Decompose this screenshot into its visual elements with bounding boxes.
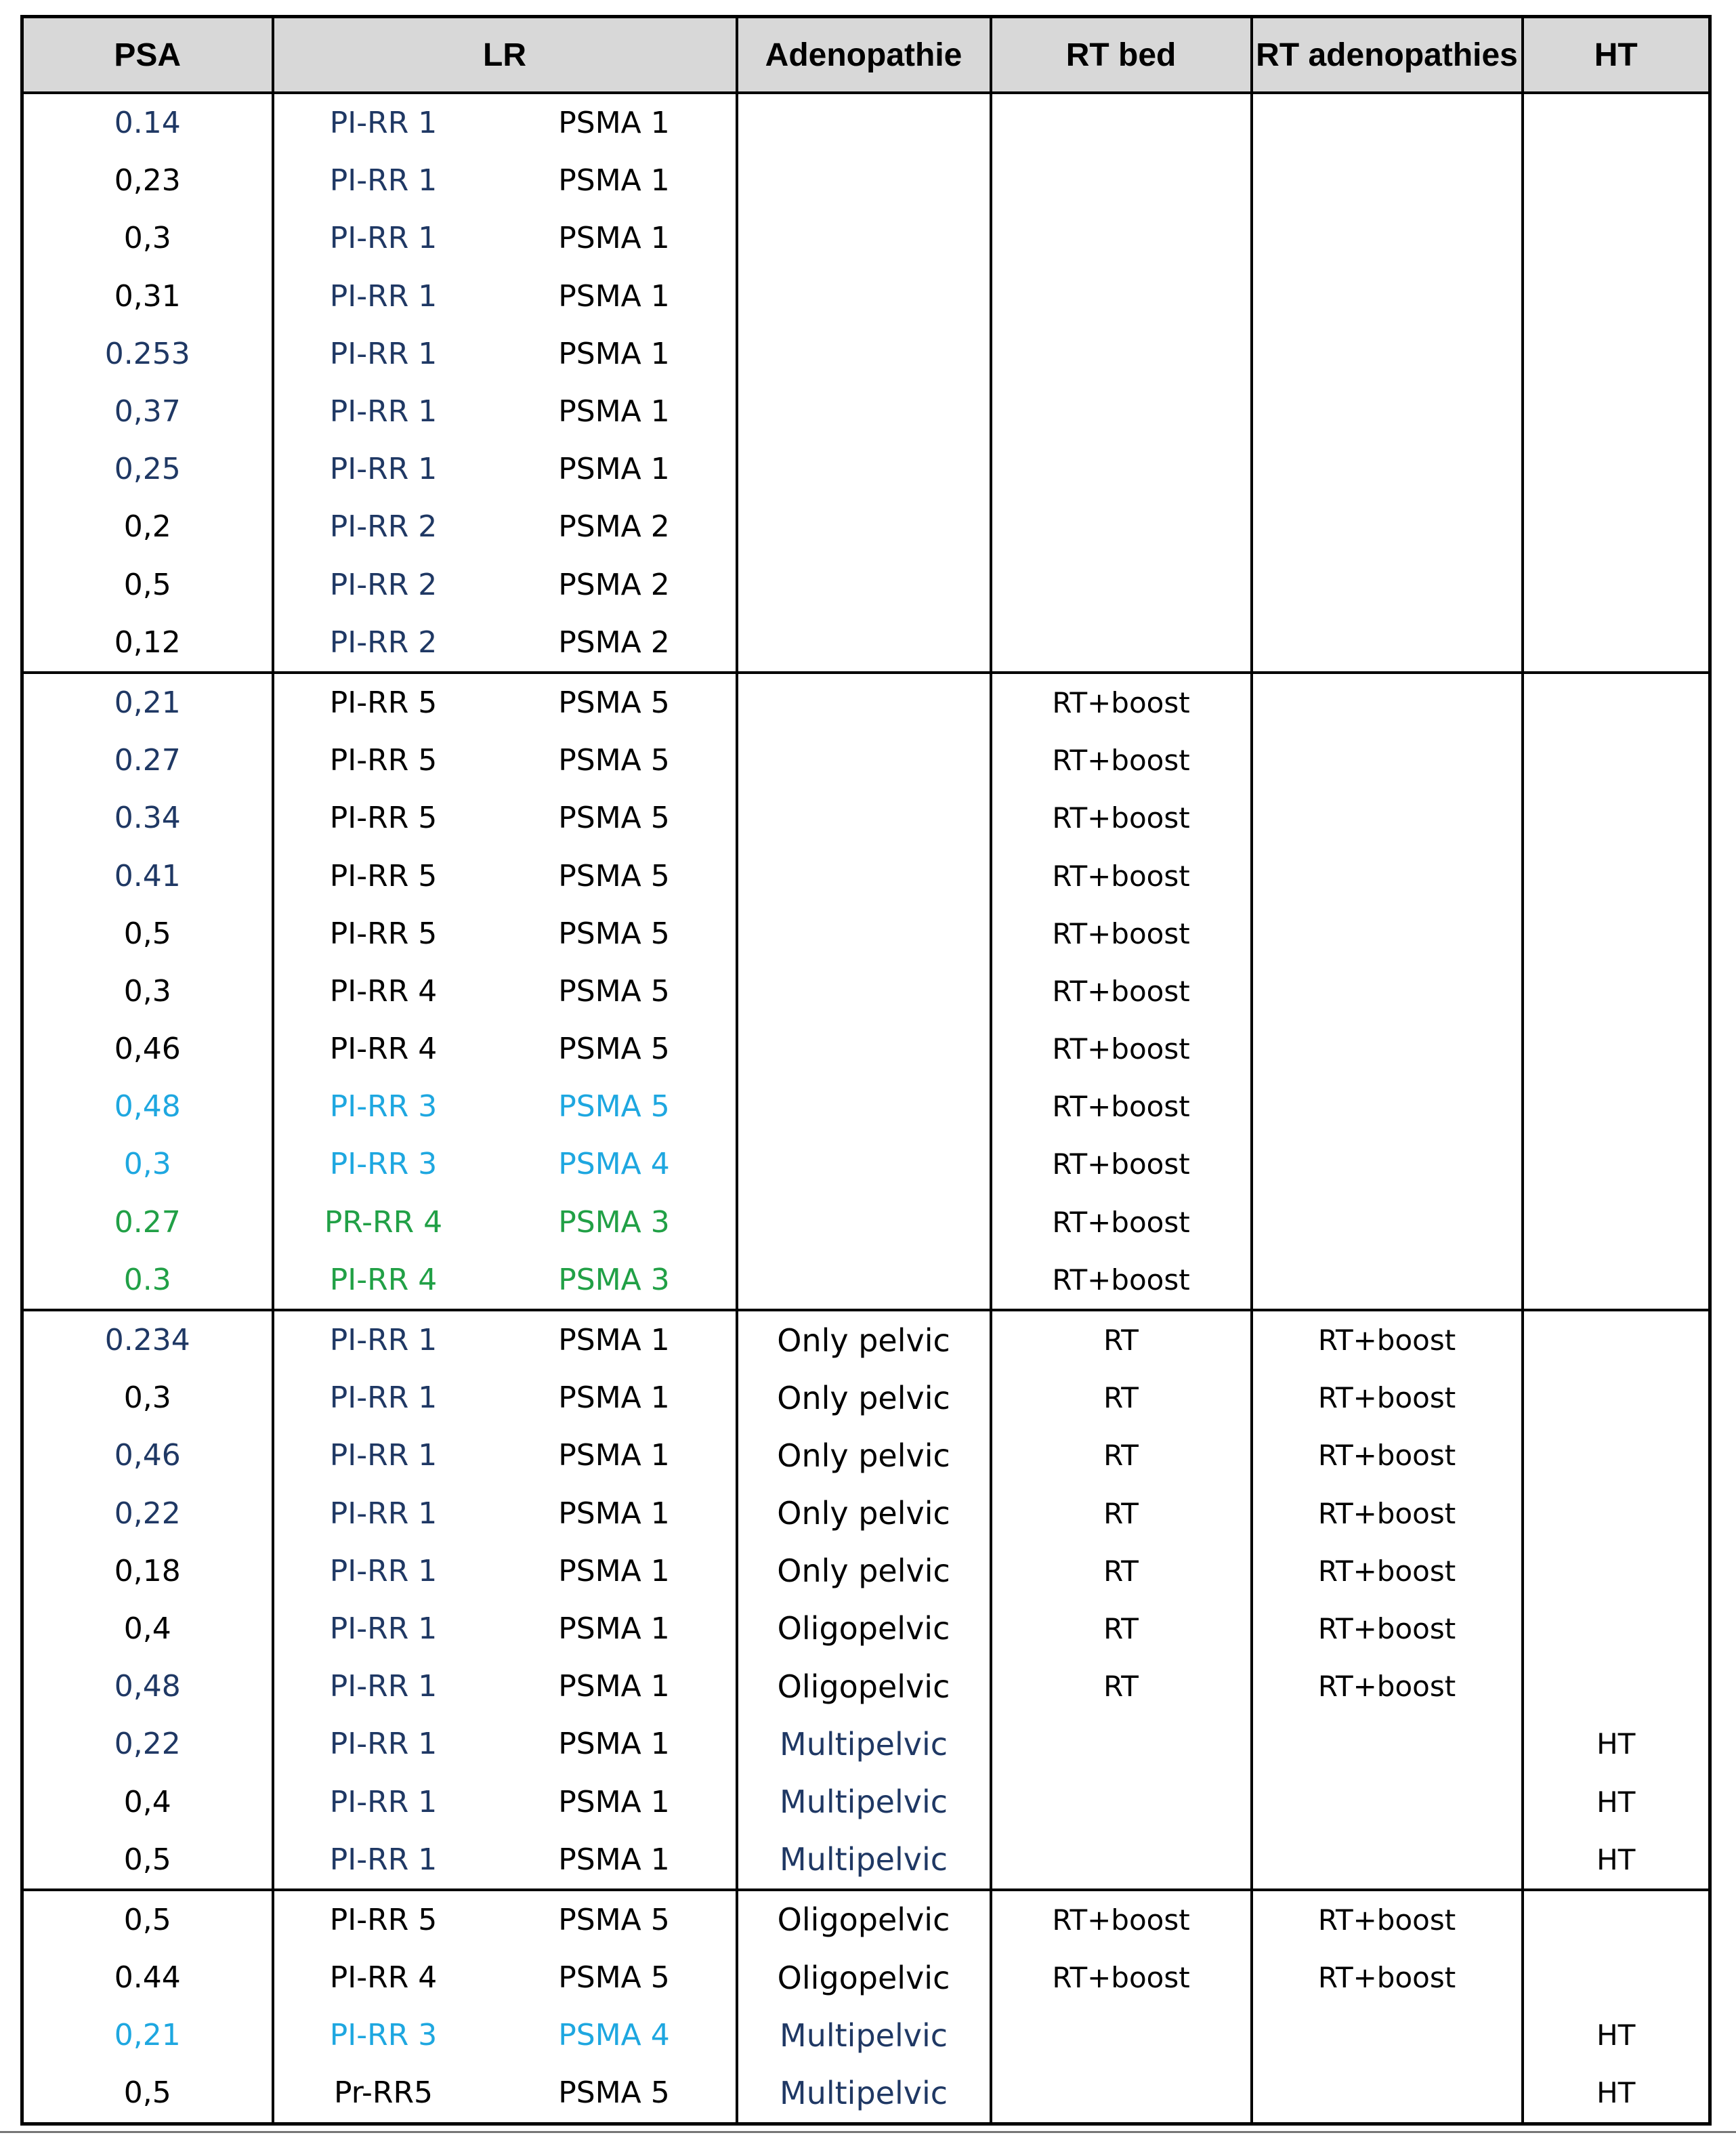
cell-ht xyxy=(1523,152,1710,209)
cell-rt-adenopathies xyxy=(1252,498,1523,555)
cell-psa: 0,46 xyxy=(22,1427,273,1484)
header-rt-bed: RT bed xyxy=(991,17,1252,93)
cell-adenopathie: Oligopelvic xyxy=(737,1949,991,2006)
cell-rt-bed xyxy=(991,2006,1252,2064)
cell-psa: 0.253 xyxy=(22,325,273,383)
cell-adenopathie: Only pelvic xyxy=(737,1485,991,1542)
cell-psma: PSMA 5 xyxy=(493,847,737,904)
cell-rt-adenopathies: RT+boost xyxy=(1252,1600,1523,1658)
cell-pirr: PI-RR 3 xyxy=(273,2006,493,2064)
cell-ht xyxy=(1523,789,1710,847)
cell-ht xyxy=(1523,1542,1710,1600)
cell-psma: PSMA 3 xyxy=(493,1251,737,1310)
cell-adenopathie xyxy=(737,93,991,152)
cell-ht xyxy=(1523,1890,1710,1949)
cell-psa: 0.14 xyxy=(22,93,273,152)
cell-psma: PSMA 5 xyxy=(493,1078,737,1135)
cell-rt-adenopathies xyxy=(1252,905,1523,963)
header-psa: PSA xyxy=(22,17,273,93)
cell-psma: PSMA 5 xyxy=(493,789,737,847)
cell-psma: PSMA 1 xyxy=(493,1542,737,1600)
cell-rt-adenopathies xyxy=(1252,209,1523,267)
cell-ht xyxy=(1523,1078,1710,1135)
cell-psma: PSMA 1 xyxy=(493,325,737,383)
cell-rt-adenopathies xyxy=(1252,2006,1523,2064)
cell-pirr: PI-RR 1 xyxy=(273,325,493,383)
cell-rt-bed: RT+boost xyxy=(991,673,1252,732)
cell-psa: 0,3 xyxy=(22,209,273,267)
cell-ht xyxy=(1523,1658,1710,1715)
cell-psa: 0,37 xyxy=(22,383,273,440)
cell-psma: PSMA 5 xyxy=(493,1949,737,2006)
cell-adenopathie: Multipelvic xyxy=(737,1773,991,1830)
cell-rt-bed xyxy=(991,614,1252,673)
cell-pirr: PI-RR 1 xyxy=(273,1542,493,1600)
cell-pirr: PI-RR 1 xyxy=(273,1715,493,1773)
cell-ht xyxy=(1523,498,1710,555)
cell-adenopathie xyxy=(737,498,991,555)
header-rt-adenopathies: RT adenopathies xyxy=(1252,17,1523,93)
table-row xyxy=(22,673,1710,732)
cell-ht xyxy=(1523,1135,1710,1193)
cell-pirr: PI-RR 1 xyxy=(273,152,493,209)
cell-ht xyxy=(1523,209,1710,267)
cell-adenopathie xyxy=(737,673,991,732)
header-adenopathie: Adenopathie xyxy=(737,17,991,93)
cell-ht: HT xyxy=(1523,1831,1710,1890)
cell-rt-bed: RT+boost xyxy=(991,905,1252,963)
cell-psa: 0,48 xyxy=(22,1658,273,1715)
cell-rt-adenopathies xyxy=(1252,1020,1523,1078)
cell-pirr: PI-RR 4 xyxy=(273,1949,493,2006)
cell-rt-bed xyxy=(991,1831,1252,1890)
cell-ht: HT xyxy=(1523,2064,1710,2124)
cell-psa: 0,18 xyxy=(22,1542,273,1600)
cell-rt-bed: RT xyxy=(991,1427,1252,1484)
cell-psma: PSMA 4 xyxy=(493,1135,737,1193)
cell-psa: 0.234 xyxy=(22,1310,273,1369)
cell-psa: 0,22 xyxy=(22,1715,273,1773)
cell-rt-adenopathies xyxy=(1252,383,1523,440)
header-ht: HT xyxy=(1523,17,1710,93)
cell-rt-adenopathies: RT+boost xyxy=(1252,1485,1523,1542)
cell-rt-bed xyxy=(991,383,1252,440)
cell-adenopathie xyxy=(737,789,991,847)
cell-psma: PSMA 1 xyxy=(493,1600,737,1658)
cell-rt-bed: RT+boost xyxy=(991,1135,1252,1193)
cell-psma: PSMA 5 xyxy=(493,1890,737,1949)
cell-pirr: PI-RR 2 xyxy=(273,614,493,673)
cell-adenopathie xyxy=(737,1020,991,1078)
cell-rt-bed: RT xyxy=(991,1369,1252,1427)
bottom-rule xyxy=(0,2131,1736,2133)
cell-adenopathie xyxy=(737,847,991,904)
cell-adenopathie xyxy=(737,209,991,267)
cell-rt-bed: RT+boost xyxy=(991,789,1252,847)
cell-adenopathie xyxy=(737,963,991,1020)
cell-pirr: PI-RR 1 xyxy=(273,1773,493,1830)
cell-psma: PSMA 2 xyxy=(493,556,737,614)
table-row xyxy=(22,1600,1710,1658)
cell-ht xyxy=(1523,325,1710,383)
table-row xyxy=(22,1773,1710,1830)
cell-rt-adenopathies xyxy=(1252,1251,1523,1310)
cell-pirr: PI-RR 1 xyxy=(273,1369,493,1427)
table-row xyxy=(22,440,1710,498)
cell-rt-bed xyxy=(991,440,1252,498)
cell-rt-bed: RT+boost xyxy=(991,1251,1252,1310)
cell-psma: PSMA 1 xyxy=(493,152,737,209)
cell-rt-bed xyxy=(991,498,1252,555)
cell-pirr: PI-RR 4 xyxy=(273,1020,493,1078)
cell-rt-bed xyxy=(991,2064,1252,2124)
cell-psma: PSMA 1 xyxy=(493,1658,737,1715)
cell-rt-adenopathies xyxy=(1252,732,1523,789)
cell-rt-adenopathies: RT+boost xyxy=(1252,1427,1523,1484)
cell-psma: PSMA 1 xyxy=(493,268,737,325)
cell-psa: 0,3 xyxy=(22,1135,273,1193)
cell-psma: PSMA 2 xyxy=(493,498,737,555)
cell-pirr: PI-RR 4 xyxy=(273,1251,493,1310)
cell-ht xyxy=(1523,1251,1710,1310)
cell-ht xyxy=(1523,440,1710,498)
cell-ht xyxy=(1523,673,1710,732)
cell-adenopathie xyxy=(737,383,991,440)
cell-pirr: PI-RR 2 xyxy=(273,556,493,614)
cell-adenopathie: Oligopelvic xyxy=(737,1658,991,1715)
cell-rt-adenopathies xyxy=(1252,614,1523,673)
cell-rt-bed xyxy=(991,152,1252,209)
cell-pirr: PI-RR 5 xyxy=(273,732,493,789)
cell-ht xyxy=(1523,93,1710,152)
cell-psa: 0.41 xyxy=(22,847,273,904)
cell-rt-adenopathies xyxy=(1252,673,1523,732)
cell-psa: 0,48 xyxy=(22,1078,273,1135)
cell-psa: 0,22 xyxy=(22,1485,273,1542)
cell-adenopathie xyxy=(737,1194,991,1251)
cell-rt-bed: RT+boost xyxy=(991,732,1252,789)
cell-psa: 0,5 xyxy=(22,905,273,963)
cell-psa: 0,31 xyxy=(22,268,273,325)
table-row xyxy=(22,1310,1710,1369)
cell-psa: 0,46 xyxy=(22,1020,273,1078)
cell-rt-adenopathies xyxy=(1252,556,1523,614)
cell-ht xyxy=(1523,732,1710,789)
cell-psa: 0,3 xyxy=(22,1369,273,1427)
table-row xyxy=(22,1831,1710,1890)
cell-pirr: PR-RR 4 xyxy=(273,1194,493,1251)
header-lr: LR xyxy=(273,17,737,93)
cell-rt-bed: RT xyxy=(991,1542,1252,1600)
data-table xyxy=(20,15,1712,2126)
cell-psa: 0,5 xyxy=(22,2064,273,2124)
cell-pirr: PI-RR 5 xyxy=(273,847,493,904)
cell-rt-adenopathies: RT+boost xyxy=(1252,1890,1523,1949)
cell-ht xyxy=(1523,1949,1710,2006)
cell-ht xyxy=(1523,1020,1710,1078)
cell-ht xyxy=(1523,614,1710,673)
table-row xyxy=(22,93,1710,152)
table-row xyxy=(22,847,1710,904)
table-row xyxy=(22,1251,1710,1310)
table-row xyxy=(22,1135,1710,1193)
header-row xyxy=(22,17,1710,93)
cell-psa: 0,5 xyxy=(22,556,273,614)
cell-rt-adenopathies: RT+boost xyxy=(1252,1310,1523,1369)
cell-pirr: PI-RR 1 xyxy=(273,1485,493,1542)
table-row xyxy=(22,1078,1710,1135)
cell-rt-bed: RT+boost xyxy=(991,1078,1252,1135)
cell-adenopathie xyxy=(737,268,991,325)
cell-rt-bed: RT+boost xyxy=(991,1020,1252,1078)
cell-psa: 0,5 xyxy=(22,1831,273,1890)
cell-psa: 0,3 xyxy=(22,963,273,1020)
cell-psma: PSMA 5 xyxy=(493,1020,737,1078)
cell-psa: 0.34 xyxy=(22,789,273,847)
cell-adenopathie xyxy=(737,1251,991,1310)
cell-adenopathie: Only pelvic xyxy=(737,1310,991,1369)
cell-rt-bed xyxy=(991,556,1252,614)
cell-ht xyxy=(1523,905,1710,963)
cell-psma: PSMA 1 xyxy=(493,440,737,498)
cell-rt-adenopathies xyxy=(1252,1194,1523,1251)
table-row xyxy=(22,789,1710,847)
cell-pirr: PI-RR 1 xyxy=(273,1658,493,1715)
cell-psma: PSMA 5 xyxy=(493,673,737,732)
cell-pirr: PI-RR 5 xyxy=(273,905,493,963)
cell-rt-bed: RT+boost xyxy=(991,1194,1252,1251)
cell-rt-adenopathies xyxy=(1252,789,1523,847)
cell-psma: PSMA 1 xyxy=(493,1715,737,1773)
cell-adenopathie xyxy=(737,1135,991,1193)
cell-pirr: PI-RR 1 xyxy=(273,93,493,152)
cell-psma: PSMA 5 xyxy=(493,732,737,789)
table-row xyxy=(22,1485,1710,1542)
table-row xyxy=(22,732,1710,789)
cell-rt-bed: RT xyxy=(991,1658,1252,1715)
cell-psa: 0.27 xyxy=(22,732,273,789)
table-row xyxy=(22,1427,1710,1484)
cell-ht xyxy=(1523,556,1710,614)
cell-psa: 0.3 xyxy=(22,1251,273,1310)
cell-ht: HT xyxy=(1523,1715,1710,1773)
cell-psma: PSMA 1 xyxy=(493,1427,737,1484)
cell-pirr: PI-RR 5 xyxy=(273,789,493,847)
cell-adenopathie: Multipelvic xyxy=(737,1715,991,1773)
table-row xyxy=(22,1658,1710,1715)
cell-ht xyxy=(1523,268,1710,325)
cell-adenopathie xyxy=(737,325,991,383)
cell-psma: PSMA 3 xyxy=(493,1194,737,1251)
cell-rt-adenopathies: RT+boost xyxy=(1252,1369,1523,1427)
cell-ht xyxy=(1523,1194,1710,1251)
cell-psma: PSMA 2 xyxy=(493,614,737,673)
table-body xyxy=(22,93,1710,2124)
table-row xyxy=(22,1890,1710,1949)
cell-rt-adenopathies xyxy=(1252,1715,1523,1773)
cell-adenopathie: Oligopelvic xyxy=(737,1890,991,1949)
cell-psa: 0.44 xyxy=(22,1949,273,2006)
cell-psa: 0.27 xyxy=(22,1194,273,1251)
cell-adenopathie: Only pelvic xyxy=(737,1542,991,1600)
cell-psa: 0,21 xyxy=(22,673,273,732)
table-row xyxy=(22,1369,1710,1427)
cell-psa: 0,2 xyxy=(22,498,273,555)
cell-adenopathie xyxy=(737,732,991,789)
cell-psa: 0,21 xyxy=(22,2006,273,2064)
cell-rt-adenopathies xyxy=(1252,963,1523,1020)
cell-ht xyxy=(1523,1369,1710,1427)
cell-rt-adenopathies xyxy=(1252,2064,1523,2124)
cell-psa: 0,12 xyxy=(22,614,273,673)
cell-adenopathie xyxy=(737,614,991,673)
cell-pirr: PI-RR 3 xyxy=(273,1078,493,1135)
cell-rt-adenopathies xyxy=(1252,268,1523,325)
cell-psma: PSMA 4 xyxy=(493,2006,737,2064)
cell-psma: PSMA 1 xyxy=(493,1831,737,1890)
table-row xyxy=(22,268,1710,325)
table-row xyxy=(22,556,1710,614)
cell-psma: PSMA 5 xyxy=(493,963,737,1020)
cell-adenopathie: Multipelvic xyxy=(737,2064,991,2124)
cell-rt-adenopathies: RT+boost xyxy=(1252,1949,1523,2006)
cell-rt-adenopathies xyxy=(1252,152,1523,209)
cell-rt-adenopathies xyxy=(1252,325,1523,383)
cell-pirr: PI-RR 1 xyxy=(273,1427,493,1484)
cell-rt-bed: RT+boost xyxy=(991,847,1252,904)
cell-rt-adenopathies xyxy=(1252,93,1523,152)
cell-ht xyxy=(1523,847,1710,904)
cell-pirr: PI-RR 5 xyxy=(273,673,493,732)
cell-ht xyxy=(1523,383,1710,440)
table-row xyxy=(22,1194,1710,1251)
cell-rt-adenopathies: RT+boost xyxy=(1252,1658,1523,1715)
cell-adenopathie xyxy=(737,440,991,498)
cell-psma: PSMA 1 xyxy=(493,1773,737,1830)
cell-pirr: PI-RR 4 xyxy=(273,963,493,1020)
table-row xyxy=(22,905,1710,963)
cell-pirr: PI-RR 1 xyxy=(273,383,493,440)
table-row xyxy=(22,1542,1710,1600)
cell-adenopathie: Multipelvic xyxy=(737,2006,991,2064)
cell-rt-bed xyxy=(991,93,1252,152)
cell-psa: 0,23 xyxy=(22,152,273,209)
cell-psma: PSMA 1 xyxy=(493,1310,737,1369)
cell-adenopathie xyxy=(737,556,991,614)
cell-psa: 0,25 xyxy=(22,440,273,498)
table-row xyxy=(22,152,1710,209)
cell-rt-bed xyxy=(991,325,1252,383)
cell-rt-adenopathies xyxy=(1252,440,1523,498)
cell-pirr: PI-RR 1 xyxy=(273,1600,493,1658)
cell-ht: HT xyxy=(1523,1773,1710,1830)
cell-rt-bed xyxy=(991,209,1252,267)
table-row xyxy=(22,1949,1710,2006)
cell-adenopathie: Only pelvic xyxy=(737,1427,991,1484)
cell-psa: 0,4 xyxy=(22,1773,273,1830)
cell-psma: PSMA 5 xyxy=(493,2064,737,2124)
cell-ht xyxy=(1523,1310,1710,1369)
cell-pirr: PI-RR 1 xyxy=(273,268,493,325)
cell-pirr: Pr-RR5 xyxy=(273,2064,493,2124)
cell-pirr: PI-RR 5 xyxy=(273,1890,493,1949)
cell-ht xyxy=(1523,1485,1710,1542)
cell-rt-bed: RT+boost xyxy=(991,1949,1252,2006)
cell-rt-bed: RT+boost xyxy=(991,963,1252,1020)
cell-adenopathie: Only pelvic xyxy=(737,1369,991,1427)
table-row xyxy=(22,1715,1710,1773)
cell-psa: 0,4 xyxy=(22,1600,273,1658)
cell-rt-adenopathies xyxy=(1252,1078,1523,1135)
table-row xyxy=(22,1020,1710,1078)
cell-ht: HT xyxy=(1523,2006,1710,2064)
table-row xyxy=(22,2064,1710,2124)
cell-rt-bed xyxy=(991,268,1252,325)
cell-rt-adenopathies xyxy=(1252,847,1523,904)
table-row xyxy=(22,325,1710,383)
cell-pirr: PI-RR 1 xyxy=(273,1310,493,1369)
table-row xyxy=(22,498,1710,555)
cell-rt-adenopathies xyxy=(1252,1135,1523,1193)
cell-rt-adenopathies xyxy=(1252,1831,1523,1890)
cell-rt-adenopathies xyxy=(1252,1773,1523,1830)
table-row xyxy=(22,209,1710,267)
cell-psa: 0,5 xyxy=(22,1890,273,1949)
cell-rt-bed: RT+boost xyxy=(991,1890,1252,1949)
cell-psma: PSMA 1 xyxy=(493,93,737,152)
cell-ht xyxy=(1523,963,1710,1020)
cell-pirr: PI-RR 2 xyxy=(273,498,493,555)
cell-psma: PSMA 5 xyxy=(493,905,737,963)
cell-adenopathie xyxy=(737,1078,991,1135)
cell-adenopathie xyxy=(737,152,991,209)
cell-psma: PSMA 1 xyxy=(493,1485,737,1542)
cell-rt-bed: RT xyxy=(991,1600,1252,1658)
cell-adenopathie: Oligopelvic xyxy=(737,1600,991,1658)
table-row xyxy=(22,2006,1710,2064)
cell-pirr: PI-RR 3 xyxy=(273,1135,493,1193)
cell-rt-bed xyxy=(991,1773,1252,1830)
cell-rt-bed: RT xyxy=(991,1310,1252,1369)
table-row xyxy=(22,383,1710,440)
cell-psma: PSMA 1 xyxy=(493,1369,737,1427)
table-row xyxy=(22,614,1710,673)
cell-rt-bed xyxy=(991,1715,1252,1773)
cell-psma: PSMA 1 xyxy=(493,383,737,440)
cell-psma: PSMA 1 xyxy=(493,209,737,267)
cell-rt-bed: RT xyxy=(991,1485,1252,1542)
cell-adenopathie xyxy=(737,905,991,963)
cell-ht xyxy=(1523,1600,1710,1658)
cell-pirr: PI-RR 1 xyxy=(273,209,493,267)
table-row xyxy=(22,963,1710,1020)
cell-ht xyxy=(1523,1427,1710,1484)
cell-pirr: PI-RR 1 xyxy=(273,440,493,498)
cell-rt-adenopathies: RT+boost xyxy=(1252,1542,1523,1600)
cell-adenopathie: Multipelvic xyxy=(737,1831,991,1890)
cell-pirr: PI-RR 1 xyxy=(273,1831,493,1890)
